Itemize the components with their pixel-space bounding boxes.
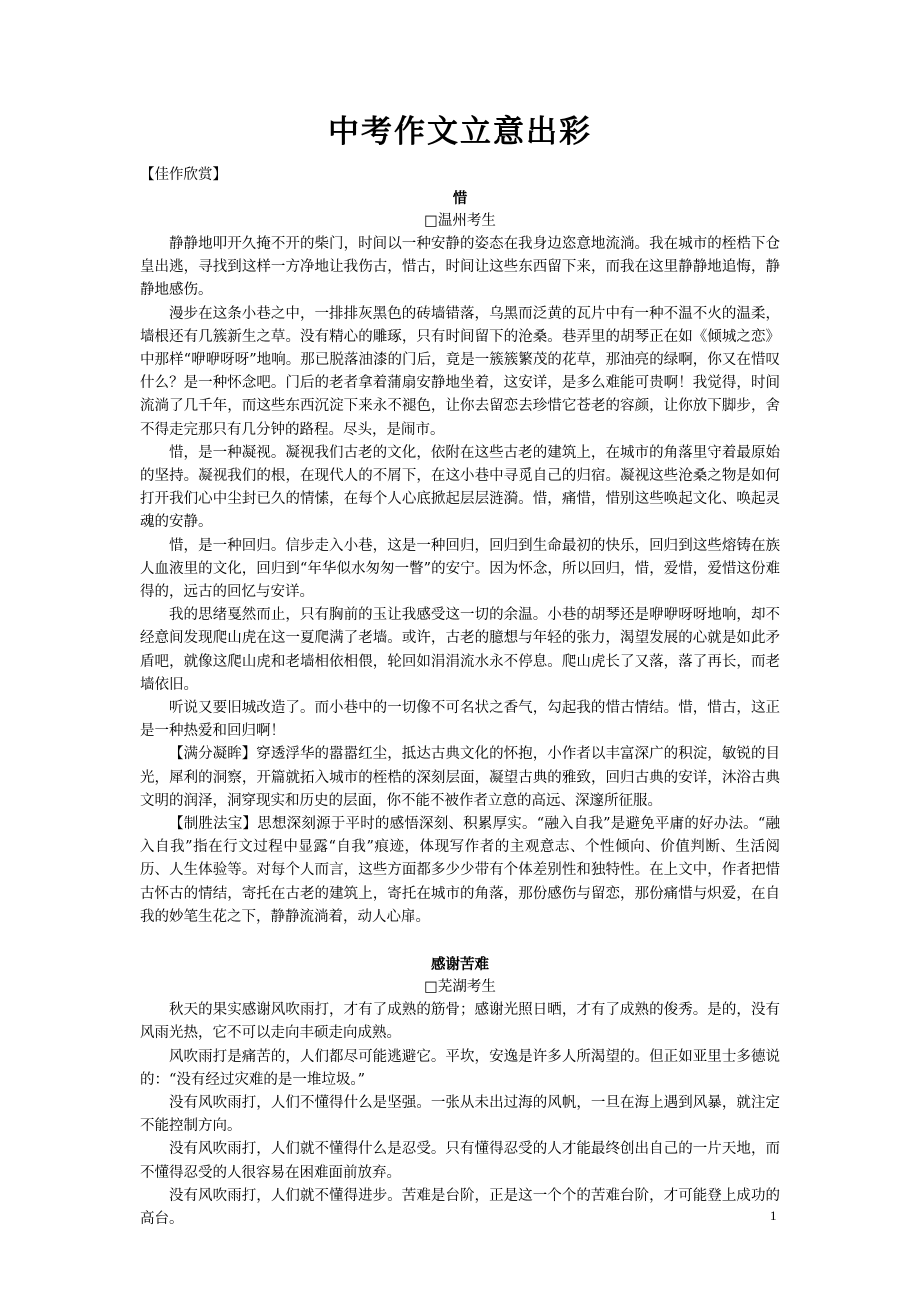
essay-2 [140, 953, 780, 1231]
paragraph: 惜，是一种回归。信步走入小巷，这是一种回归，回归到生命最初的快乐，回归到这些熔铸在族人血液里的文化，回归到“年华似水匆匆一瞥”的安宁。因为怀念，所以回归，惜，爱惜，爱惜这份难得的，远古的回忆与安详。 [140, 537, 780, 601]
essay-author: □芜湖考生 [424, 979, 496, 996]
paragraph: 漫步在这条小巷之中，一排排灰黑色的砖墙错落，乌黑而泛黄的瓦片中有一种不温不火的温柔，墙根还有几簇新生之草。没有精心的雕琢，只有时间留下的沧桑。巷弄里的胡琴正在如《倾城之恋》中那样“咿咿呀呀”地响。那已脱落油漆的门后，竟是一簇簇繁茂的花草，那油亮的绿啊，你又在惜叹什么？是一种怀念吧。门后的老者拿着蒲扇安静地坐着，这安详，是多么难能可贵啊！我觉得，时间流淌了几千年，而这些东西沉淀下来永不褪色，让你去留恋去珍惜它苍老的容颜，让你放下脚步，舍不得走完那只有几分钟的路程。尽头，是闹市。 [140, 305, 780, 438]
document-title: 中考作文立意出彩 [328, 114, 592, 150]
paragraph: 风吹雨打是痛苦的，人们都尽可能逃避它。平坎，安逸是许多人所渴望的。但正如亚里士多德说的：“没有经过灾难的是一堆垃圾。” [140, 1048, 780, 1088]
commentary-paragraph: 【满分凝眸】穿透浮华的嚣嚣红尘，抵达古典文化的怀抱，小作者以丰富深广的积淀，敏锐的目光，犀利的洞察，开篇就拓入城市的桎梏的深刻层面，凝望古典的雅致，回归古典的安详，沐浴古典文明的润泽，洞穿现实和历史的层面，你不能不被作者立意的高远、深邃所征服。 [140, 746, 780, 809]
essay-1 [140, 187, 780, 929]
paragraph: 没有风吹雨打，人们就不懂得什么是忍受。只有懂得忍受的人才能最终创出自己的一片天地，而不懂得忍受的人很容易在困难面前放弃。 [140, 1141, 780, 1181]
section-gap [140, 929, 780, 953]
paragraph: 没有风吹雨打，人们不懂得什么是坚强。一张从未出过海的风帆，一旦在海上遇到风暴，就注定不能控制方向。 [140, 1094, 780, 1135]
essay-title: 感谢苦难 [431, 956, 489, 974]
page-number: 1 [770, 1208, 777, 1223]
section-label: 【佳作欣赏】 [140, 167, 227, 183]
document-page [140, 110, 780, 1231]
paragraph: 秋天的果实感谢风吹雨打，才有了成熟的筋骨；感谢光照日晒，才有了成熟的俊秀。是的，没有风雨光热，它不可以走向丰硕走向成熟。 [140, 1002, 780, 1042]
essay-title: 惜 [452, 190, 468, 207]
paragraph: 我的思绪戛然而止，只有胸前的玉让我感受这一切的余温。小巷的胡琴还是咿咿呀呀地响，却不经意间发现爬山虎在这一夏爬满了老墙。或许，古老的臆想与年轻的张力，渴望发展的心就是如此矛盾吧，就像这爬山虎和老墙相依相偎，轮回如涓涓流水永不停息。爬山虎长了又落，落了再长，而老墙依旧。 [140, 607, 780, 693]
paragraph: 听说又要旧城改造了。而小巷中的一切像不可名状之香气，勾起我的惜古情结。惜，惜古，这正是一种热爱和回归啊！ [140, 700, 780, 740]
paragraph: 没有风吹雨打，人们就不懂得进步。苦难是台阶，正是这一个个的苦难台阶，才可能登上成功的高台。 [140, 1187, 780, 1227]
essay-author: □温州考生 [424, 213, 496, 229]
paragraph: 静静地叩开久掩不开的柴门，时间以一种安静的姿态在我身边恣意地流淌。我在城市的桎梏下仓皇出逃，寻找到这样一方净地让我伤古，惜古，时间让这些东西留下来，而我在这里静静地追悔，静静地感伤。 [140, 236, 780, 299]
paragraph: 惜，是一种凝视。凝视我们古老的文化，依附在这些古老的建筑上，在城市的角落里守着最原始的坚持。凝视我们的根，在现代人的不屑下，在这小巷中寻觅自己的归宿。凝视这些沧桑之物是如何打开我们心中尘封已久的情愫，在每个人心底掀起层层涟漪。惜，痛惜，惜别这些唤起文化、唤起灵魂的安静。 [140, 444, 780, 531]
commentary-paragraph: 【制胜法宝】思想深刻源于平时的感悟深刻、积累厚实。“融入自我”是避免平庸的好办法。“融入自我”指在行文过程中显露“自我”痕迹，体现写作者的主观意志、个性倾向、价值判断、生活阅历、人生体验等。对每个人而言，这些方面都多少少带有个体差别性和独特性。在上文中，作者把惜古怀古的情结，寄托在古老的建筑上，寄托在城市的角落，那份感伤与留恋，那份痛惜与炽爱，在自我的妙笔生花之下，静静流淌着，动人心扉。 [140, 816, 780, 925]
